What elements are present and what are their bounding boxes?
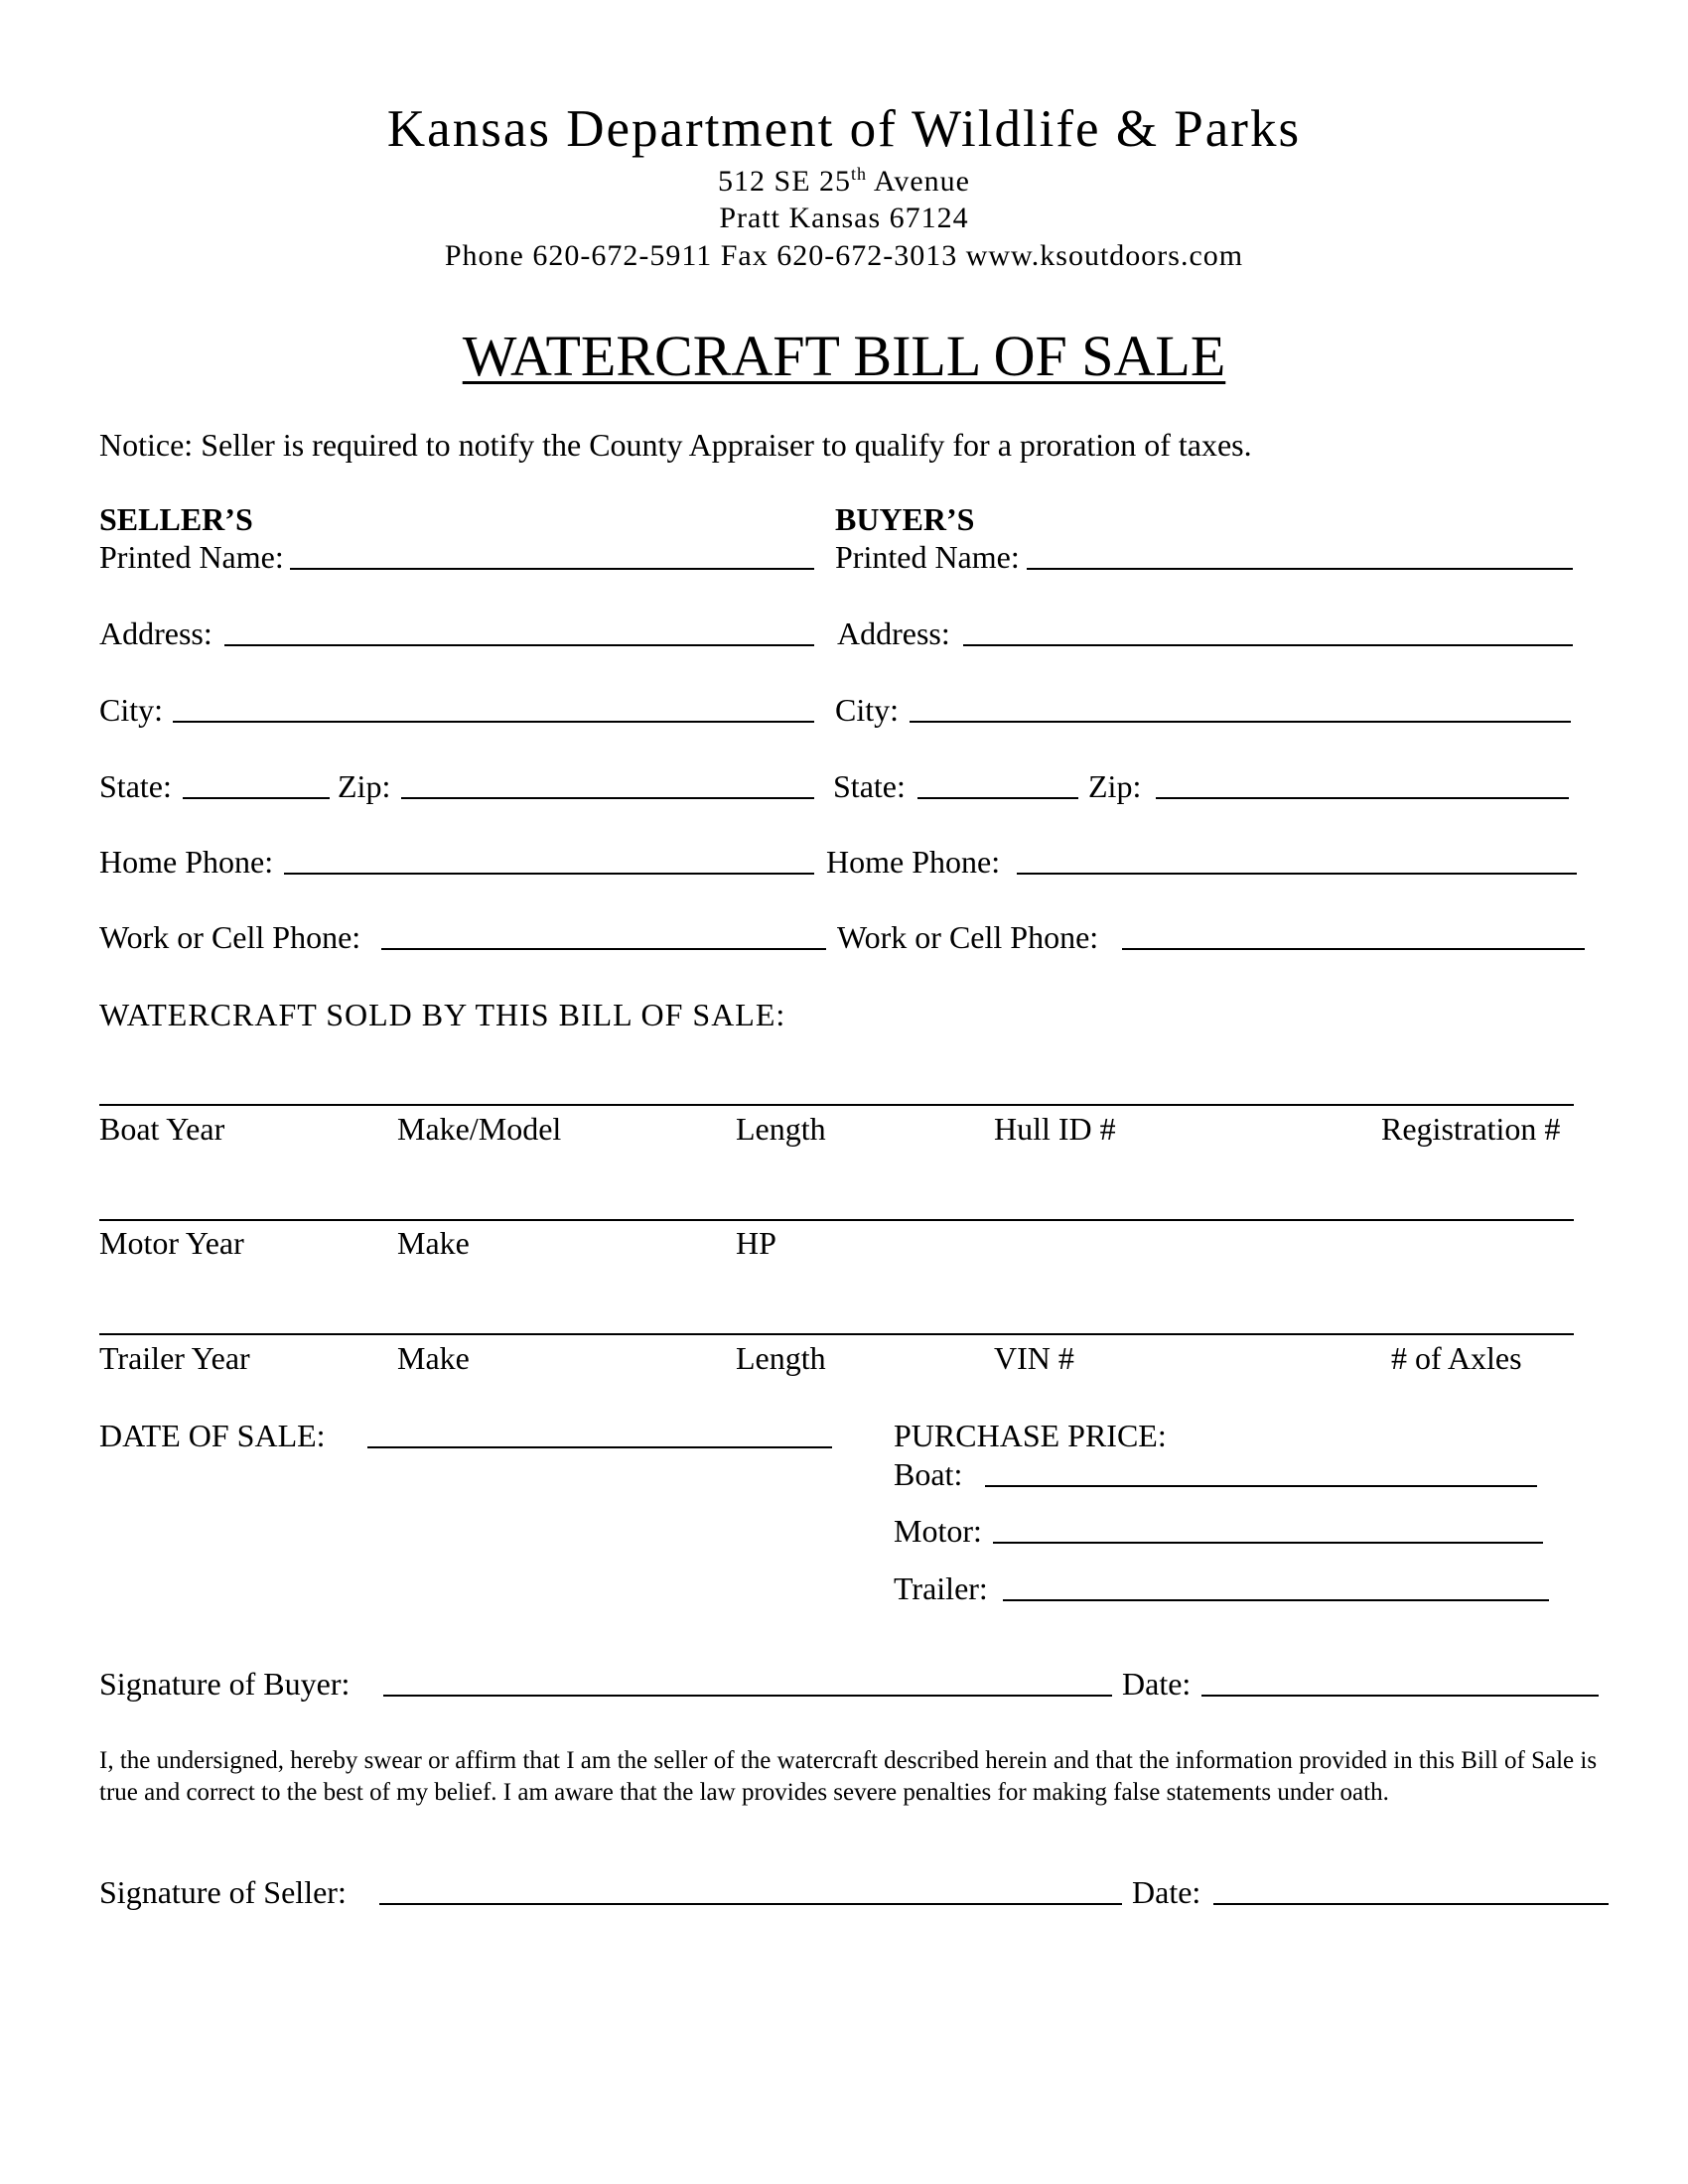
motor-make-label: Make [397,1225,470,1261]
buyer-state-field[interactable] [917,797,1078,799]
seller-home-phone-field[interactable] [284,873,814,875]
price-motor-label: Motor: [894,1513,982,1549]
street-address: 512 SE 25th Avenue [718,164,970,198]
seller-zip-field[interactable] [401,797,814,799]
buyer-date-field[interactable] [1201,1695,1599,1697]
seller-home-phone-label: Home Phone: [99,844,274,880]
notice-text: Notice: Seller is required to notify the County Appraiser to qualify for a proration of taxes. [99,427,1252,463]
trailer-vin-label: VIN # [994,1340,1074,1376]
trailer-make-label: Make [397,1340,470,1376]
price-trailer-label: Trailer: [894,1570,988,1606]
boat-length-label: Length [736,1111,826,1147]
seller-work-phone-label: Work or Cell Phone: [99,919,361,955]
buyer-zip-label: Zip: [1088,768,1142,804]
boat-entry-line[interactable] [99,1104,1574,1106]
trailer-entry-line[interactable] [99,1333,1574,1335]
seller-zip-label: Zip: [338,768,391,804]
seller-printed-name-label: Printed Name: [99,539,284,575]
city-state-zip: Pratt Kansas 67124 [719,202,969,234]
buyer-heading: BUYER’S [835,501,975,537]
seller-printed-name-field[interactable] [290,568,814,570]
buyer-home-phone-field[interactable] [1017,873,1577,875]
date-of-sale-label: DATE OF SALE: [99,1418,326,1453]
seller-work-phone-field[interactable] [381,948,826,950]
buyer-signature-field[interactable] [383,1695,1112,1697]
price-trailer-field[interactable] [1003,1599,1549,1601]
boat-hull-id-label: Hull ID # [994,1111,1116,1147]
seller-heading: SELLER’S [99,501,253,537]
seller-state-field[interactable] [183,797,330,799]
price-boat-field[interactable] [985,1485,1537,1487]
watercraft-heading: WATERCRAFT SOLD BY THIS BILL OF SALE: [99,997,786,1032]
buyer-city-field[interactable] [910,721,1571,723]
seller-date-field[interactable] [1213,1903,1609,1905]
trailer-length-label: Length [736,1340,826,1376]
date-of-sale-field[interactable] [367,1446,832,1448]
contact-line: Phone 620-672-5911 Fax 620-672-3013 www.ksoutdoors.com [444,239,1244,272]
motor-hp-label: HP [736,1225,776,1261]
seller-state-label: State: [99,768,172,804]
buyer-zip-field[interactable] [1156,797,1569,799]
seller-signature-field[interactable] [379,1903,1122,1905]
buyer-printed-name-label: Printed Name: [835,539,1020,575]
seller-address-label: Address: [99,615,212,651]
buyer-address-field[interactable] [963,644,1573,646]
buyer-home-phone-label: Home Phone: [826,844,1001,880]
document-title: WATERCRAFT BILL OF SALE [462,324,1226,388]
seller-city-label: City: [99,692,164,728]
trailer-year-label: Trailer Year [99,1340,250,1376]
seller-date-label: Date: [1132,1874,1201,1910]
buyer-address-label: Address: [837,615,950,651]
organization-name: Kansas Department of Wildlife & Parks [386,100,1302,158]
buyer-work-phone-field[interactable] [1122,948,1585,950]
buyer-date-label: Date: [1122,1666,1192,1702]
price-boat-label: Boat: [894,1456,963,1492]
motor-entry-line[interactable] [99,1219,1574,1221]
boat-registration-label: Registration # [1381,1111,1561,1147]
price-motor-field[interactable] [993,1542,1543,1544]
buyer-signature-label: Signature of Buyer: [99,1666,351,1702]
buyer-printed-name-field[interactable] [1027,568,1573,570]
boat-make-model-label: Make/Model [397,1111,562,1147]
buyer-city-label: City: [835,692,900,728]
seller-address-field[interactable] [224,644,814,646]
purchase-price-heading: PURCHASE PRICE: [894,1418,1167,1453]
motor-year-label: Motor Year [99,1225,244,1261]
buyer-work-phone-label: Work or Cell Phone: [837,919,1099,955]
boat-year-label: Boat Year [99,1111,225,1147]
buyer-state-label: State: [833,768,906,804]
trailer-axles-label: # of Axles [1391,1340,1522,1376]
seller-city-field[interactable] [173,721,814,723]
seller-signature-label: Signature of Seller: [99,1874,347,1910]
affirmation-statement: I, the undersigned, hereby swear or affirm that I am the seller of the watercraft described herein and that the information provided in this Bill of Sale is true and correct to the best of my belief. I am aware that the law provides severe penalties for making false statements under oath. [99,1747,1598,1806]
